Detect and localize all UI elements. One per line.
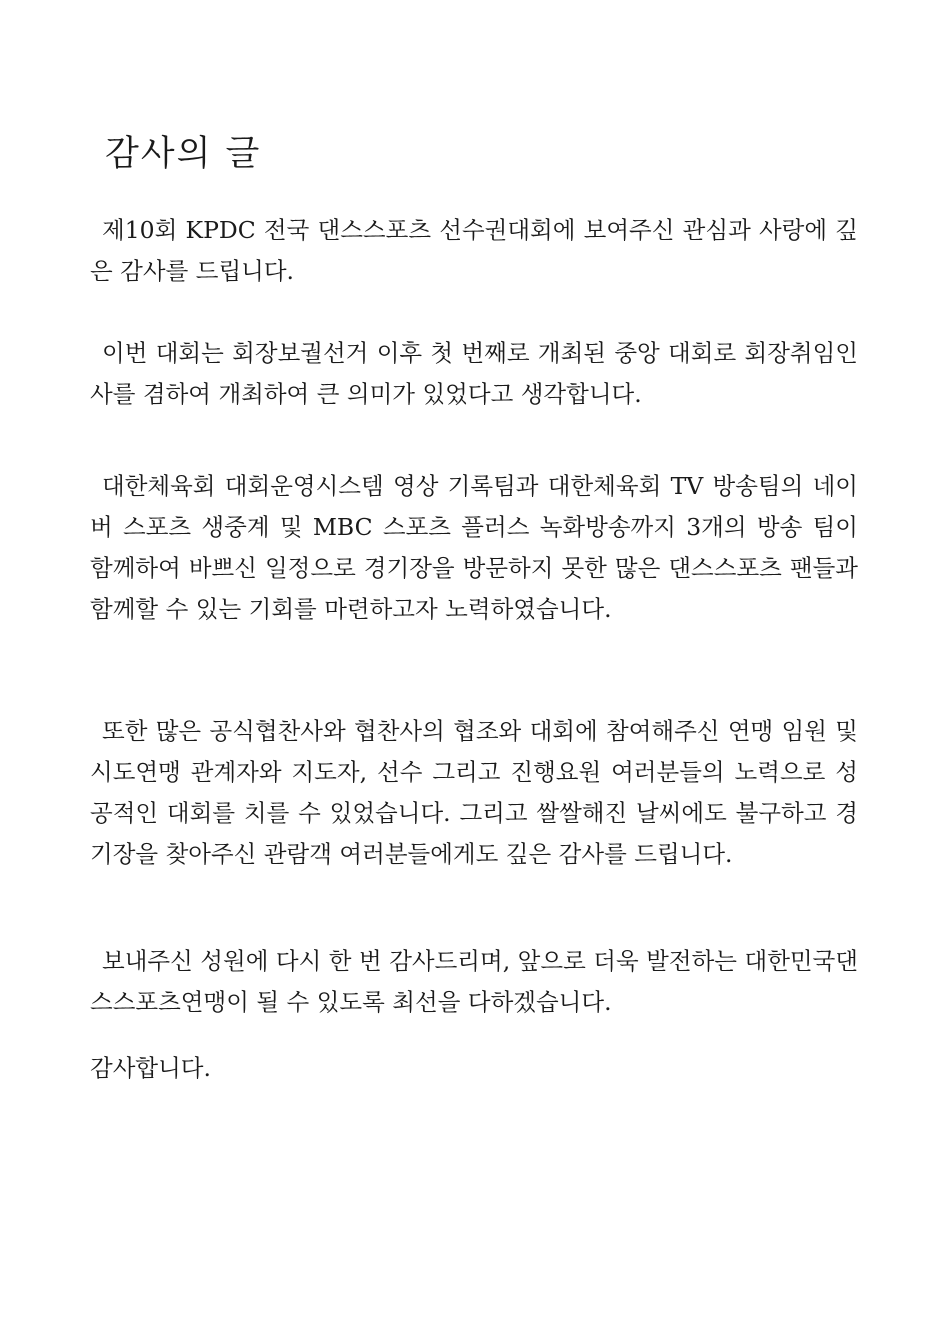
- paragraph-broadcast: 대한체육회 대회운영시스템 영상 기록팀과 대한체육회 TV 방송팀의 네이버 스포츠 생중계 및 MBC 스포츠 플러스 녹화방송까지 3개의 방송 팀이 함께하여 바쁘신 일정으로 경기장을 방문하지 못한 많은 댄스스포츠 팬들과 함께할 수 있는 기회를 마련하고자 노력하였습니다.: [90, 472, 858, 623]
- paragraph-future: 보내주신 성원에 다시 한 번 감사드리며, 앞으로 더욱 발전하는 대한민국댄스스포츠연맹이 될 수 있도록 최선을 다하겠습니다.: [90, 947, 858, 1016]
- paragraph-event-significance: 이번 대회는 회장보궐선거 이후 첫 번째로 개최된 중앙 대회로 회장취임인사를 겸하여 개최하여 큰 의미가 있었다고 생각합니다.: [90, 339, 858, 408]
- page-title: 감사의 글: [105, 134, 262, 174]
- paragraph-gratitude: 제10회 KPDC 전국 댄스스포츠 선수권대회에 보여주신 관심과 사랑에 깊은 감사를 드립니다.: [90, 216, 858, 285]
- paragraph-sponsors: 또한 많은 공식협찬사와 협찬사의 협조와 대회에 참여해주신 연맹 임원 및 시도연맹 관계자와 지도자, 선수 그리고 진행요원 여러분들의 노력으로 성공적인 대회를 치를 수 있었습니다. 그리고 쌀쌀해진 날씨에도 불구하고 경기장을 찾아주신 관람객 여러분들에게도 깊은 감사를 드립니다.: [90, 717, 858, 868]
- closing-line: 감사합니다.: [90, 1054, 211, 1082]
